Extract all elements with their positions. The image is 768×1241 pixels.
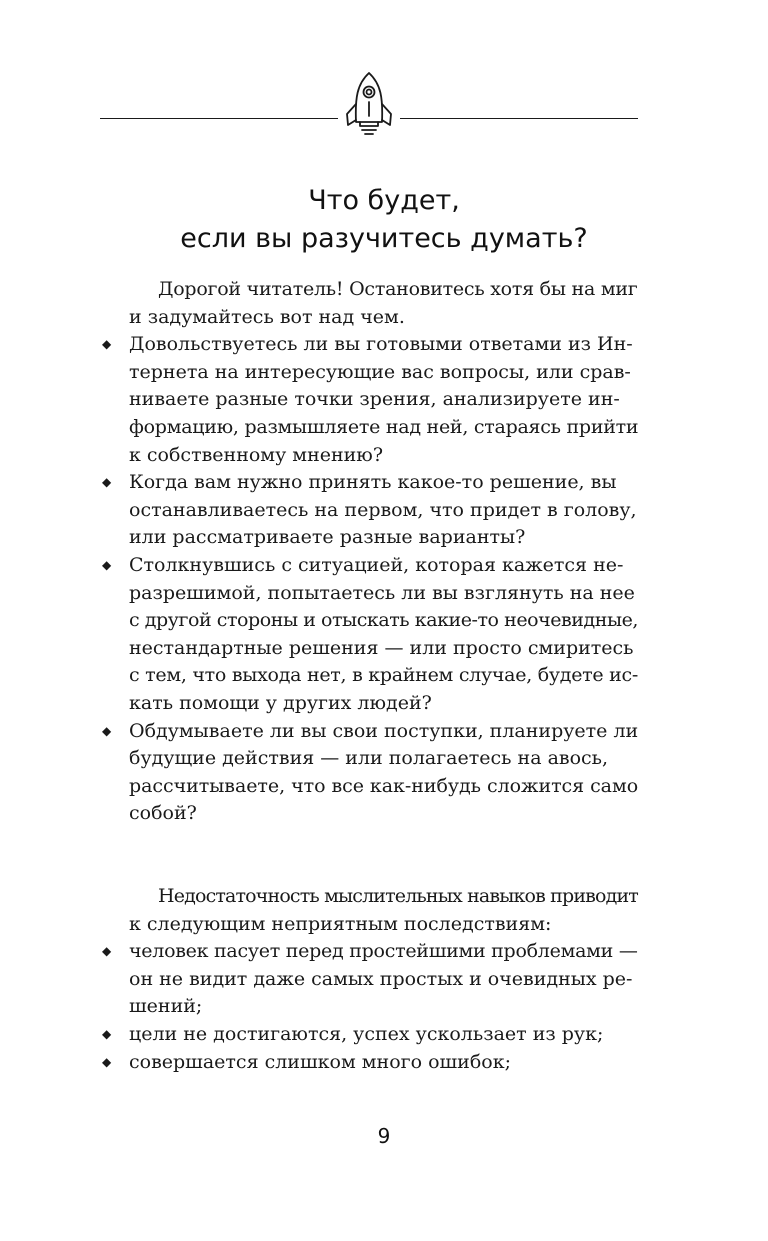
text-line: или рассматриваете разные варианты? <box>129 526 526 549</box>
text-line: шений; <box>129 995 203 1018</box>
text-line: формацию, размышляете над ней, стараясь прийти <box>129 415 639 438</box>
text-line: рассчитываете, что все как-нибудь сложится само <box>129 774 639 797</box>
text-line: цели не достигаются, успех ускользает из рук; <box>129 1023 604 1046</box>
text-line: Довольствуетесь ли вы готовыми ответами из Ин- <box>129 333 633 356</box>
list-item <box>100 552 638 718</box>
diamond-bullet-icon: ◆ <box>102 723 112 738</box>
list-item <box>100 1021 638 1049</box>
header-rule-left <box>100 118 338 119</box>
list-item <box>100 938 638 1021</box>
text-line: Недостаточность мыслительных навыков приводит <box>158 885 638 908</box>
questions-list <box>100 331 638 828</box>
diamond-bullet-icon: ◆ <box>102 1054 112 1069</box>
text-line: с другой стороны и отыскать какие-то неочевидные, <box>129 609 639 632</box>
diamond-bullet-icon: ◆ <box>102 337 112 352</box>
page-number: 9 <box>377 1124 391 1148</box>
diamond-bullet-icon: ◆ <box>102 1027 112 1042</box>
text-line: собой? <box>129 802 197 825</box>
text-line: к следующим неприятным последствиям: <box>129 912 552 935</box>
text-line: с тем, что выхода нет, в крайнем случае, будете ис- <box>129 664 639 687</box>
text-line: нестандартные решения — или просто смиритесь <box>129 636 634 659</box>
consequences-list <box>100 938 638 1076</box>
chapter-title-line-1: Что будет, <box>308 185 460 216</box>
text-line: ниваете разные точки зрения, анализируете ин- <box>129 388 620 411</box>
text-line: останавливаетесь на первом, что придет в голову, <box>129 498 637 521</box>
diamond-bullet-icon: ◆ <box>102 557 112 572</box>
chapter-header-ornament <box>0 70 768 150</box>
text-line: человек пасует перед простейшими проблемами — <box>129 940 638 963</box>
text-line: Когда вам нужно принять какое-то решение, вы <box>129 471 617 494</box>
list-item <box>100 1049 638 1077</box>
text-line: кать помощи у других людей? <box>129 691 432 714</box>
paragraph-spacer <box>100 855 638 883</box>
text-line: разрешимой, попытаетесь ли вы взглянуть на нее <box>129 581 635 604</box>
text-line: Обдумываете ли вы свои поступки, планируете ли <box>129 719 639 742</box>
header-rule-right <box>400 118 638 119</box>
text-line: и задумайтесь вот над чем. <box>129 305 405 328</box>
text-line: Столкнувшись с ситуацией, которая кажется не- <box>129 553 624 576</box>
text-line: он не видит даже самых простых и очевидных ре- <box>129 967 633 990</box>
text-line: будущие действия — или полагаетесь на авось, <box>129 747 609 770</box>
text-line: Дорогой читатель! Остановитесь хотя бы на миг <box>158 278 638 300</box>
list-item <box>100 718 638 828</box>
list-item <box>100 331 638 469</box>
text-line: тернета на интересующие вас вопросы, или срав- <box>129 360 631 383</box>
body-text <box>100 276 638 1076</box>
text-line: к собственному мнению? <box>129 443 384 466</box>
text-line: совершается слишком много ошибок; <box>129 1050 512 1073</box>
diamond-bullet-icon: ◆ <box>102 944 112 959</box>
consequences-paragraph <box>100 883 638 938</box>
diamond-bullet-icon: ◆ <box>102 475 112 490</box>
list-item <box>100 469 638 552</box>
chapter-title <box>0 182 768 258</box>
rocket-icon <box>336 70 402 144</box>
intro-paragraph <box>100 276 638 331</box>
paragraph-spacer <box>100 828 638 856</box>
chapter-title-line-2: если вы разучитесь думать? <box>180 223 588 254</box>
